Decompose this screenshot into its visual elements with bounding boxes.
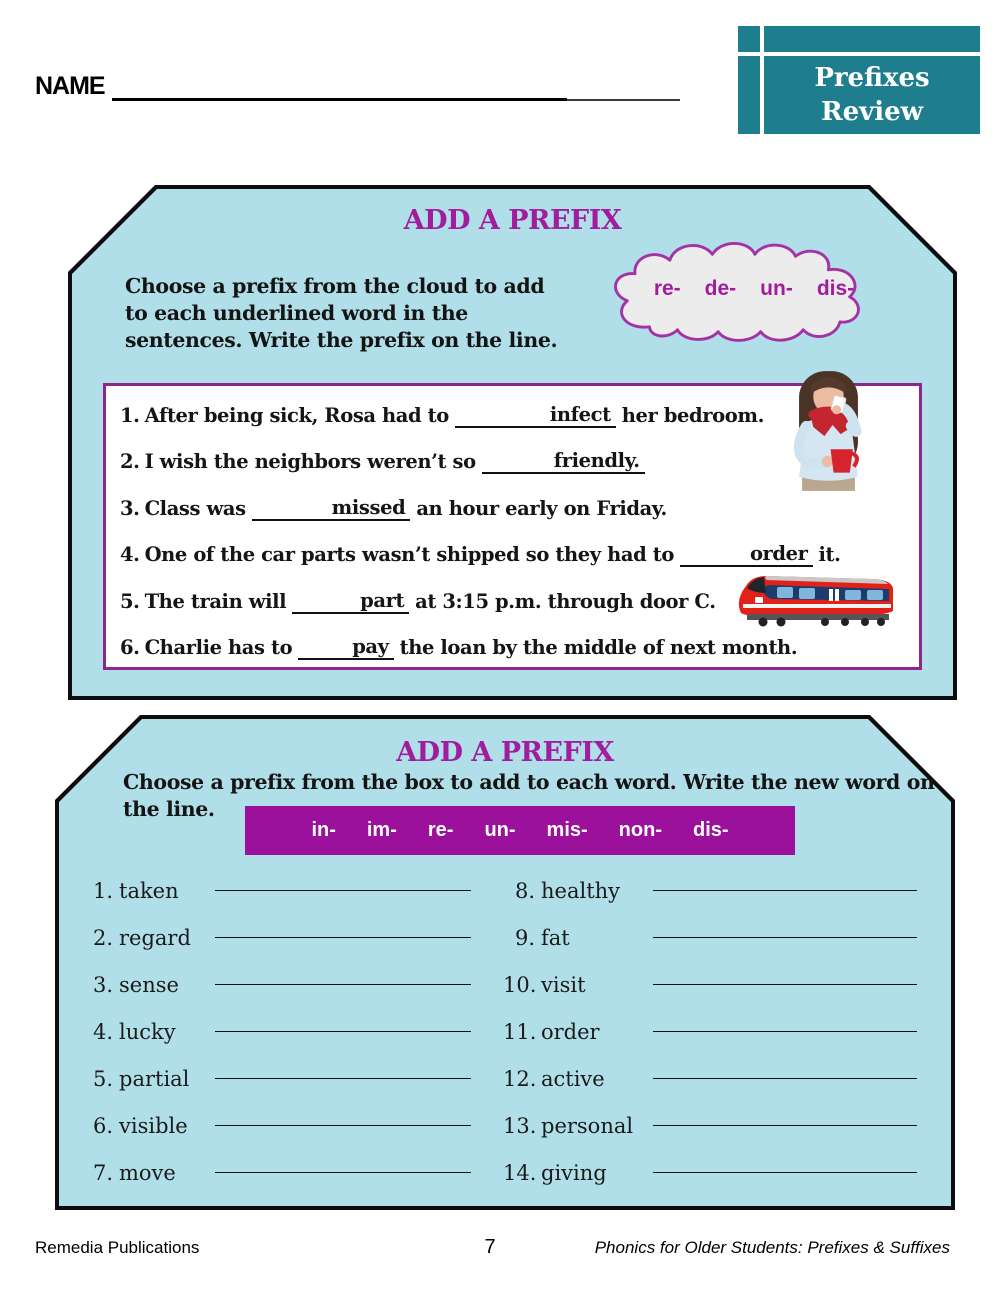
- word-14-answer-line[interactable]: [653, 1172, 917, 1173]
- word-13-number: 13.: [503, 1113, 537, 1138]
- word-row-4: [93, 1008, 473, 1055]
- sentence-2-number: 2.: [120, 450, 140, 474]
- word-14-label: giving: [541, 1160, 607, 1185]
- section1-instructions-line1: Choose a prefix from the cloud to add: [125, 274, 545, 298]
- word-10-label: visit: [541, 972, 586, 997]
- footer-page-number: 7: [484, 1236, 496, 1258]
- footer-book-title: Phonics for Older Students: Prefixes & Suffixes: [594, 1238, 950, 1257]
- sentence-3-underlined-word: missed: [331, 495, 406, 519]
- section-add-a-prefix-box: [55, 715, 955, 1210]
- word-row-10: [503, 961, 923, 1008]
- section2-title: ADD A PREFIX: [396, 737, 614, 768]
- sentence-3-text: Class was: [144, 496, 246, 520]
- word-row-11: [503, 1008, 923, 1055]
- sentence-5-text-after: at 3:15 p.m. through door C.: [415, 589, 716, 613]
- word-6-label: visible: [119, 1113, 188, 1138]
- word-10-number: 10.: [503, 972, 537, 997]
- word-9-label: fat: [541, 925, 570, 950]
- word-row-1: [93, 867, 473, 914]
- section2-instructions-line1: Choose a prefix from the box to add to each word. Write the new word on: [123, 770, 935, 794]
- section-add-a-prefix-cloud: [68, 185, 957, 700]
- sentence-6-number: 6.: [120, 636, 140, 660]
- word-12-answer-line[interactable]: [653, 1078, 917, 1079]
- word-row-2: [93, 914, 473, 961]
- word-1-label: taken: [119, 878, 179, 903]
- word-11-number: 11.: [503, 1019, 537, 1044]
- sentence-1-text: After being sick, Rosa had to: [144, 403, 449, 427]
- word-2-answer-line[interactable]: [215, 937, 471, 938]
- bank-prefix-non: non-: [618, 819, 662, 841]
- bank-prefix-im: im-: [366, 819, 397, 841]
- cloud-prefix-de: de-: [704, 277, 737, 300]
- sick-woman-image: [765, 363, 893, 495]
- word-7-number: 7.: [93, 1160, 114, 1185]
- name-label: NAME: [35, 72, 105, 100]
- word-row-5: [93, 1055, 473, 1102]
- sentence-6-text-after: the loan by the middle of next month.: [399, 636, 798, 660]
- sentence-5-text: The train will: [144, 589, 287, 613]
- sentence-1-underlined-word: infect: [549, 402, 611, 426]
- word-8-number: 8.: [514, 878, 535, 903]
- sentence-4-number: 4.: [120, 543, 140, 567]
- word-10-answer-line[interactable]: [653, 984, 917, 985]
- word-8-answer-line[interactable]: [653, 890, 917, 891]
- section1-title: ADD A PREFIX: [403, 205, 622, 236]
- word-12-number: 12.: [503, 1066, 537, 1091]
- word-4-label: lucky: [119, 1019, 176, 1044]
- word-row-14: [503, 1149, 923, 1196]
- section1-instructions: [125, 273, 557, 354]
- sentence-5-number: 5.: [120, 589, 140, 613]
- sentence-1-number: 1.: [120, 403, 140, 427]
- sentence-4-underlined-word: order: [749, 542, 808, 566]
- name-field: [35, 72, 105, 101]
- word-12-label: active: [541, 1066, 605, 1091]
- prefix-word-bank: [245, 806, 795, 855]
- sentence-3-text-after: an hour early on Friday.: [416, 496, 667, 520]
- word-row-6: [93, 1102, 473, 1149]
- sentence-2-underlined-word: friendly.: [553, 449, 640, 473]
- name-write-line[interactable]: [112, 98, 567, 101]
- word-2-number: 2.: [93, 925, 114, 950]
- name-write-line-end[interactable]: [567, 99, 680, 101]
- word-11-answer-line[interactable]: [653, 1031, 917, 1032]
- badge-title-line2: Review: [820, 97, 924, 127]
- prefix-cloud: [593, 235, 909, 351]
- bank-prefix-re: re-: [427, 819, 454, 841]
- word-3-label: sense: [119, 972, 179, 997]
- word-list-right-column: [503, 867, 923, 1196]
- section1-instructions-line2: to each underlined word in the: [125, 301, 468, 325]
- word-4-number: 4.: [93, 1019, 114, 1044]
- word-3-number: 3.: [93, 972, 114, 997]
- badge-title-line1: Prefixes: [814, 63, 930, 93]
- red-train-image: [733, 567, 901, 629]
- sentence-6-underlined-word: pay: [352, 635, 389, 659]
- word-7-label: move: [119, 1160, 176, 1185]
- sentence-2-text: I wish the neighbors weren’t so: [144, 450, 476, 474]
- cloud-prefix-un: un-: [760, 277, 793, 300]
- word-9-number: 9.: [514, 925, 535, 950]
- word-6-answer-line[interactable]: [215, 1125, 471, 1126]
- bank-prefix-mis: mis-: [546, 819, 588, 841]
- word-row-7: [93, 1149, 473, 1196]
- word-7-answer-line[interactable]: [215, 1172, 471, 1173]
- word-row-12: [503, 1055, 923, 1102]
- sentence-4-text: One of the car parts wasn’t shipped so they had to: [144, 543, 674, 567]
- word-9-answer-line[interactable]: [653, 937, 917, 938]
- bank-prefix-un: un-: [484, 819, 516, 841]
- bank-prefix-dis: dis-: [692, 819, 729, 841]
- cloud-prefix-dis: dis-: [816, 277, 855, 300]
- word-1-number: 1.: [93, 878, 114, 903]
- word-row-9: [503, 914, 923, 961]
- sentence-4-text-after: it.: [818, 543, 841, 567]
- word-13-answer-line[interactable]: [653, 1125, 917, 1126]
- word-5-number: 5.: [93, 1066, 114, 1091]
- word-row-3: [93, 961, 473, 1008]
- prefixes-review-badge: [738, 26, 980, 134]
- word-11-label: order: [541, 1019, 600, 1044]
- footer-publisher: Remedia Publications: [35, 1238, 200, 1257]
- section1-instructions-line3: sentences. Write the prefix on the line.: [125, 328, 558, 352]
- word-4-answer-line[interactable]: [215, 1031, 471, 1032]
- sentence-6-text: Charlie has to: [144, 636, 293, 660]
- word-6-number: 6.: [93, 1113, 114, 1138]
- word-13-label: personal: [541, 1113, 634, 1138]
- sentence-1-text-after: her bedroom.: [621, 403, 764, 427]
- cloud-prefix-re: re-: [653, 277, 681, 300]
- word-row-8: [503, 867, 923, 914]
- sentence-5-underlined-word: part: [360, 588, 405, 612]
- word-14-number: 14.: [503, 1160, 537, 1185]
- word-8-label: healthy: [541, 878, 621, 903]
- word-5-label: partial: [119, 1066, 190, 1091]
- word-1-answer-line[interactable]: [215, 890, 471, 891]
- word-list-left-column: [93, 867, 473, 1196]
- bank-prefix-in: in-: [311, 819, 336, 841]
- sentence-3-number: 3.: [120, 496, 140, 520]
- word-5-answer-line[interactable]: [215, 1078, 471, 1079]
- word-3-answer-line[interactable]: [215, 984, 471, 985]
- word-row-13: [503, 1102, 923, 1149]
- sentence-6: [120, 625, 919, 672]
- word-2-label: regard: [119, 925, 191, 950]
- section2-instructions-line2: the line.: [123, 797, 215, 821]
